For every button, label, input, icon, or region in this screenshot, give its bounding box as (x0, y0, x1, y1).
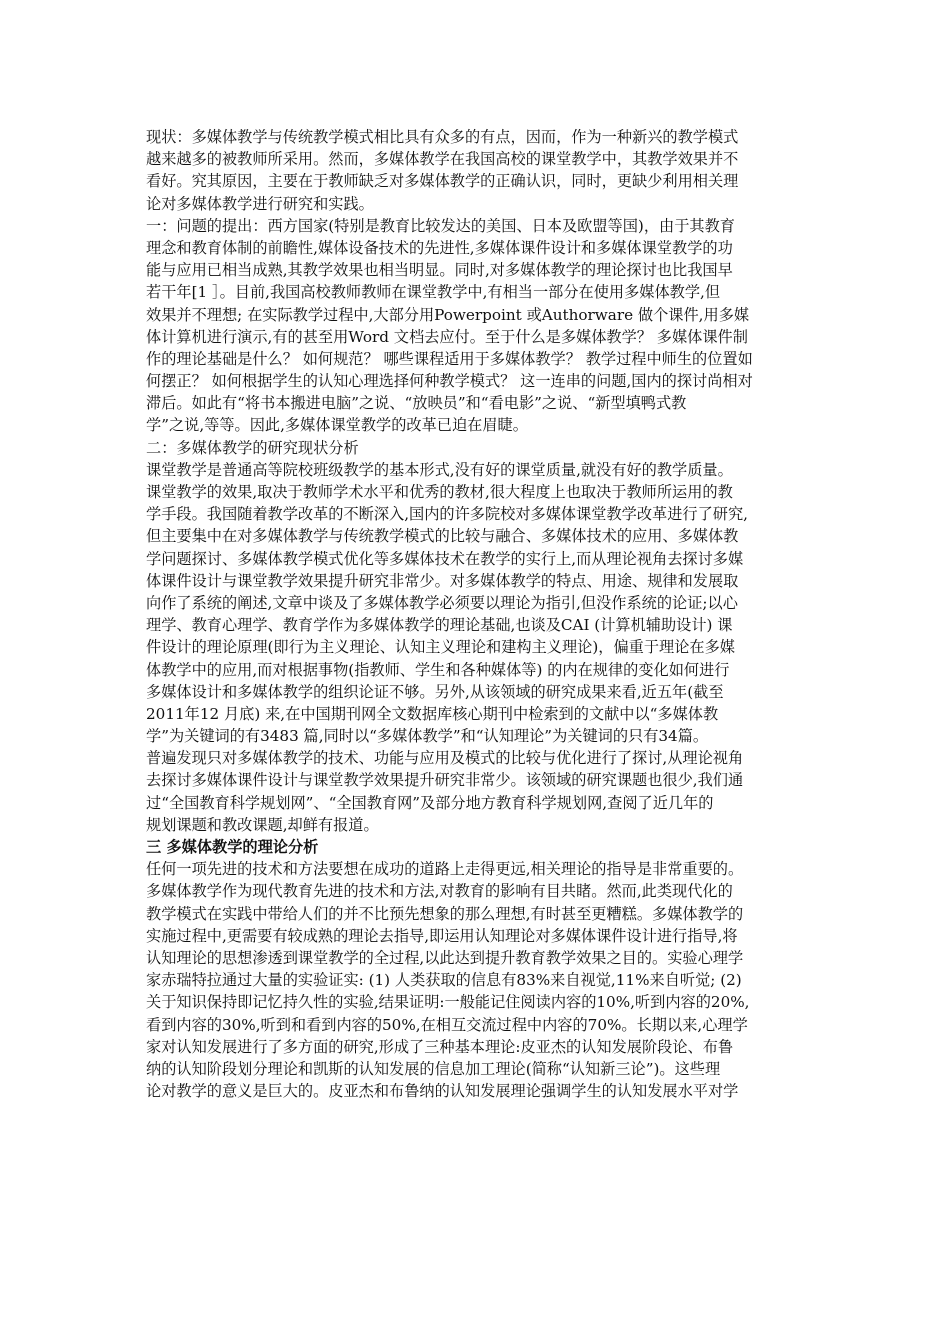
text-line: 论对教学的意义是巨大的。皮亚杰和布鲁纳的认知发展理论强调学生的认知发展水平对学 (146, 1082, 739, 1101)
text-line: 学手段。我国随着教学改革的不断深入,国内的许多院校对多媒体课堂教学改革进行了研究, (146, 505, 748, 524)
section-heading-3: 三 多媒体教学的理论分析 (146, 838, 319, 856)
text-line: 2011年12 月底) 来,在中国期刊网全文数据库核心期刊中检索到的文献中以“多媒体教 (146, 704, 719, 723)
text-line: 越来越多的被教师所采用。然而，多媒体教学在我国高校的课堂教学中，其教学效果并不 (146, 150, 739, 169)
document-body (146, 126, 814, 1102)
section-heading-1: 一：问题的提出：西方国家(特别是教育比较发达的美国、日本及欧盟等国)，由于其教育 (146, 216, 735, 235)
text-line: 去探讨多媒体课件设计与课堂教学效果提升研究非常少。该领域的研究课题也很少,我们通 (146, 771, 744, 790)
text-line: 家赤瑞特拉通过大量的实验证实: (1) 人类获取的信息有83%来自视觉,11%来自听觉; (2) (146, 971, 742, 990)
text-line: 但主要集中在对多媒体教学与传统教学模式的比较与融合、多媒体技术的应用、多媒体教 (146, 527, 739, 546)
text-line: 看好。究其原因，主要在于教师缺乏对多媒体教学的正确认识，同时，更缺少利用相关理 (146, 172, 739, 191)
text-line: 体计算机进行演示,有的甚至用Word 文档去应付。至于什么是多媒体教学？ 多媒体课件制 (146, 327, 748, 346)
text-line: 关于知识保持即记忆持久性的实验,结果证明:一般能记住阅读内容的10%,听到内容的20%, (146, 993, 750, 1012)
text-line: 学问题探讨、多媒体教学模式优化等多媒体技术在教学的实行上,而从理论视角去探讨多媒 (146, 549, 744, 568)
text-line: 多媒体教学作为现代教育先进的技术和方法,对教育的影响有目共睹。然而,此类现代化的 (146, 882, 733, 901)
text-line: 多媒体设计和多媒体教学的组织论证不够。另外,从该领域的研究成果来看,近五年(截至 (146, 682, 724, 701)
text-line: 任何一项先进的技术和方法要想在成功的道路上走得更远,相关理论的指导是非常重要的。 (146, 860, 744, 879)
text-line: 实施过程中,更需要有较成熟的理论去指导,即运用认知理论对多媒体课件设计进行指导,将 (146, 926, 738, 945)
text-line: 若干年[1 ］。目前,我国高校教师教师在课堂教学中,有相当一部分在使用多媒体教学,但 (146, 283, 721, 302)
text-line: 效果并不理想; 在实际教学过程中,大部分用Powerpoint 或Authorware 做个课件,用多媒 (146, 305, 750, 324)
text-line: 论对多媒体教学进行研究和实践。 (146, 194, 374, 213)
text-line: 纳的认知阶段划分理论和凯斯的认知发展的信息加工理论(简称“认知新三论”)。这些理 (146, 1059, 721, 1078)
text-line: 作的理论基础是什么？ 如何规范？ 哪些课程适用于多媒体教学？ 教学过程中师生的位置如 (146, 349, 753, 368)
text-line: 家对认知发展进行了多方面的研究,形成了三种基本理论:皮亚杰的认知发展阶段论、布鲁 (146, 1037, 734, 1056)
section-heading-2: 二：多媒体教学的研究现状分析 (146, 438, 359, 457)
text-line: 何摆正？ 如何根据学生的认知心理选择何种教学模式？ 这一连串的问题,国内的探讨尚相对 (146, 372, 753, 391)
text-line: 课堂教学的效果,取决于教师学术水平和优秀的教材,很大程度上也取决于教师所运用的教 (146, 483, 733, 501)
text-line: 课堂教学是普通高等院校班级教学的基本形式,没有好的课堂质量,就没有好的教学质量。 (146, 460, 733, 479)
text-line: 教学模式在实践中带给人们的并不比预先想象的那么理想,有时甚至更糟糕。多媒体教学的 (146, 904, 744, 923)
text-line: 学”为关键词的有3483 篇,同时以“多媒体教学”和“认知理论”为关键词的只有34篇。 (146, 727, 709, 746)
text-line: 看到内容的30%,听到和看到内容的50%,在相互交流过程中内容的70%。长期以来,心理学 (146, 1015, 748, 1034)
text-line: 向作了系统的阐述,文章中谈及了多媒体教学必须要以理论为指引,但没作系统的论证;以心 (146, 593, 738, 612)
text-line: 理念和教育体制的前瞻性,媒体设备技术的先进性,多媒体课件设计和多媒体课堂教学的功 (146, 238, 733, 257)
text-line: 滞后。如此有“将书本搬进电脑”之说、“放映员”和“看电影”之说、“新型填鸭式教 (146, 394, 687, 413)
text-line: 理学、教育心理学、教育学作为多媒体教学的理论基础,也谈及CAI (计算机辅助设计) 课 (146, 616, 733, 635)
text-line: 过“全国教育科学规划网”、“全国教育网”及部分地方教育科学规划网,查阅了近几年的 (146, 793, 714, 812)
text-line: 能与应用已相当成熟,其教学效果也相当明显。同时,对多媒体教学的理论探讨也比我国早 (146, 261, 733, 280)
text-line: 学”之说,等等。因此,多媒体课堂教学的改革已迫在眉睫。 (146, 416, 528, 435)
text-line: 体教学中的应用,而对根据事物(指教师、学生和各种媒体等) 的内在规律的变化如何进行 (146, 660, 730, 679)
text-line: 件设计的理论原理(即行为主义理论、认知主义理论和建构主义理论)，偏重于理论在多媒 (146, 638, 735, 657)
text-line: 现状：多媒体教学与传统教学模式相比具有众多的有点，因而，作为一种新兴的教学模式 (146, 128, 739, 146)
text-line: 体课件设计与课堂教学效果提升研究非常少。对多媒体教学的特点、用途、规律和发展取 (146, 571, 739, 590)
text-line: 普遍发现只对多媒体教学的技术、功能与应用及模式的比较与优化进行了探讨,从理论视角 (146, 749, 744, 768)
text-line: 认知理论的思想渗透到课堂教学的全过程,以此达到提升教育教学效果之目的。实验心理学 (146, 948, 744, 967)
text-line: 规划课题和教改课题,却鲜有报道。 (146, 815, 379, 834)
